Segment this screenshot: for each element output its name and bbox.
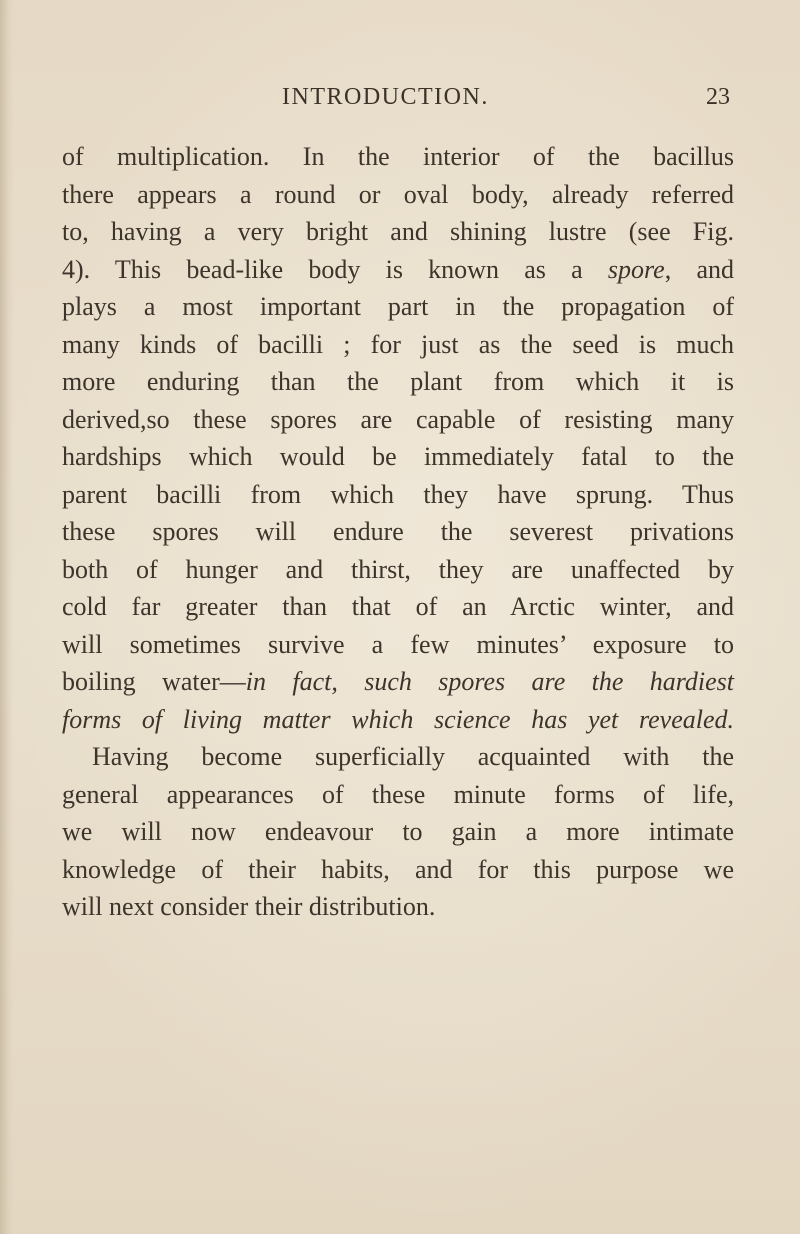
paragraph-first-line: Having become superficially acquainted with the: [92, 742, 734, 771]
text-line: cold far greater than that of an Arctic winter, and: [62, 592, 734, 621]
running-head: [62, 84, 740, 118]
text-line: general appearances of these minute forms of life,: [62, 779, 734, 809]
text-line: parent bacilli from which they have sprung. Thus: [62, 479, 734, 509]
binding-edge: [0, 0, 14, 1234]
text-line: plays a most important part in the propagation of: [62, 292, 734, 321]
page-number: 23: [706, 84, 730, 110]
text-line: both of hunger and thirst, they are unaffected by: [62, 554, 734, 584]
text-line: to, having a very bright and shining lustre (see Fig.: [62, 217, 734, 246]
text-line: hardships which would be immediately fatal to the: [62, 442, 734, 471]
text-line: there appears a round or oval body, already referred: [62, 179, 734, 209]
text-line: will sometimes survive a few minutes’ exposure to: [62, 629, 734, 659]
text-line-last: will next consider their distribution.: [62, 892, 436, 921]
text-line: [62, 663, 734, 701]
text-line: these spores will endure the severest privations: [62, 517, 734, 546]
italic-emphasis: in fact, such spores are the hardiest: [245, 667, 734, 696]
text-line: of multiplication. In the interior of the bacillus: [62, 142, 734, 171]
text-run: , and: [664, 254, 734, 284]
text-line: many kinds of bacilli ; for just as the seed is much: [62, 329, 734, 359]
text-run: boiling water—: [62, 667, 246, 696]
text-run: 4). This bead-like body is known as a: [62, 254, 608, 284]
running-title: INTRODUCTION.: [282, 84, 489, 110]
text-line: knowledge of their habits, and for this purpose we: [62, 854, 734, 884]
text-line-italic: forms of living matter which science has yet revealed.: [62, 704, 734, 734]
italic-term-spore: spore: [607, 254, 665, 284]
text-line: we will now endeavour to gain a more intimate: [62, 817, 734, 846]
text-line: derived,so these spores are capable of resisting many: [62, 404, 734, 434]
body-paragraphs: [62, 138, 734, 926]
text-line: [62, 251, 734, 289]
text-line: more enduring than the plant from which it is: [62, 367, 734, 396]
